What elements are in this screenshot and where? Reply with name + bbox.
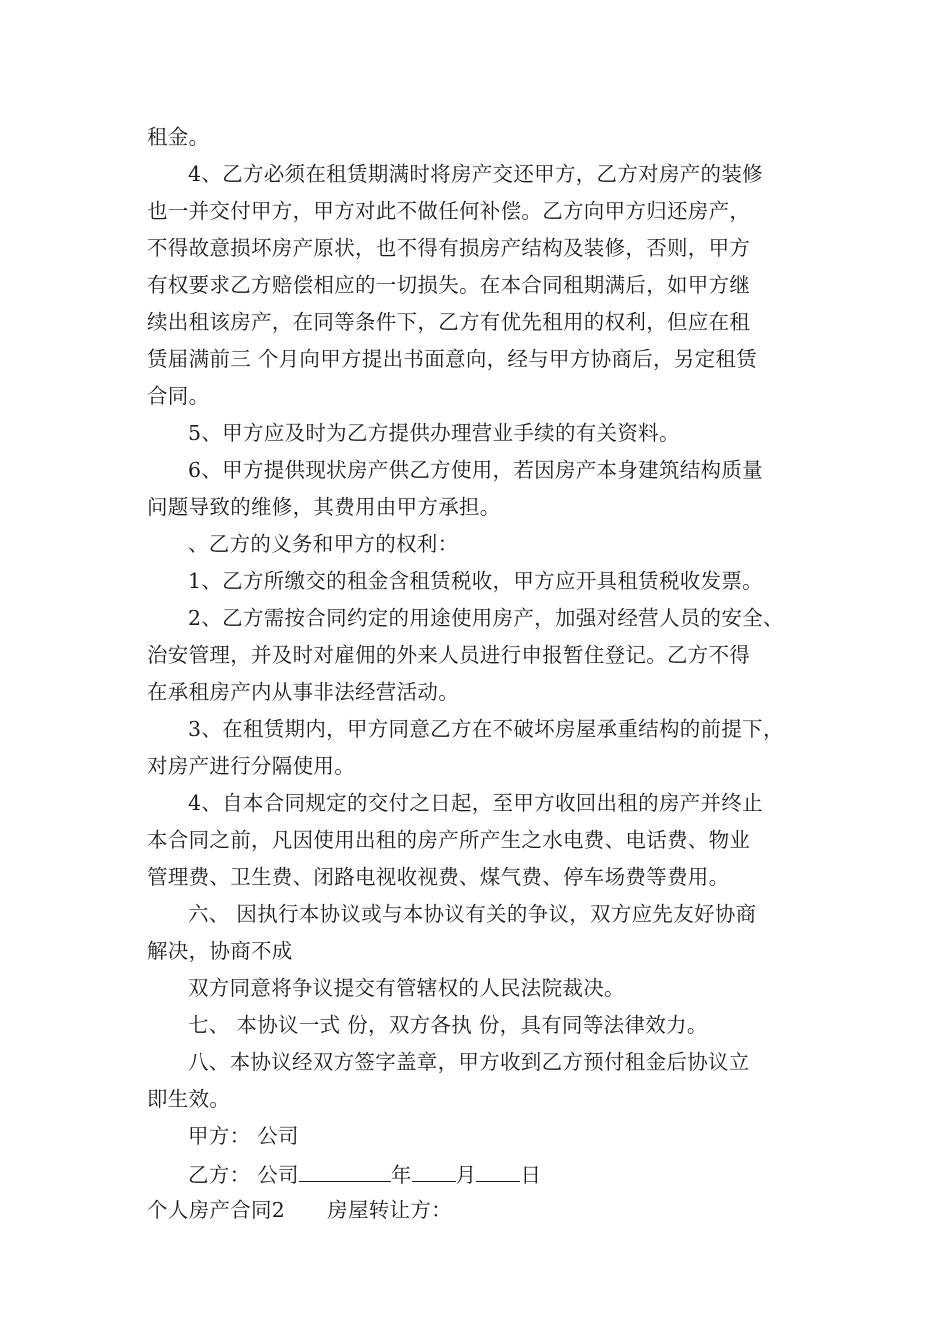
text-line: 租金。: [147, 125, 210, 149]
text-line: 问题导致的维修，其费用由甲方承担。: [147, 495, 501, 519]
party-b-label: 乙方： 公司: [188, 1163, 299, 1187]
text-line: 有权要求乙方赔偿相应的一切损失。在本合同租期满后，如甲方继: [147, 273, 751, 297]
text-line: 4、乙方必须在租赁期满时将房产交还甲方，乙方对房产的装修: [188, 162, 763, 186]
text-line: 赁届满前三 个月向甲方提出书面意向，经与甲方协商后，另定租赁: [147, 347, 758, 371]
text-line: 4、自本合同规定的交付之日起，至甲方收回出租的房产并终止: [188, 791, 763, 815]
contract-title: 个人房产合同2: [147, 1198, 286, 1222]
month-label: 月: [455, 1163, 477, 1187]
party-b-signature-line: [188, 1159, 541, 1189]
text-line: 在承租房产内从事非法经营活动。: [147, 680, 459, 704]
transferor-label: 房屋转让方：: [327, 1198, 452, 1222]
text-line: 也一并交付甲方，甲方对此不做任何补偿。乙方向甲方归还房产，: [147, 199, 751, 223]
text-line: 5、甲方应及时为乙方提供办理营业手续的有关资料。: [188, 421, 680, 445]
text-line: 3、在租赁期内，甲方同意乙方在不破坏房屋承重结构的前提下，: [188, 717, 784, 741]
footer-line: [147, 1196, 452, 1224]
party-a-line: 甲方： 公司: [188, 1124, 299, 1148]
text-line: 八、本协议经双方签字盖章，甲方收到乙方预付租金后协议立: [188, 1050, 750, 1074]
year-blank: [299, 1159, 391, 1182]
text-line: 对房产进行分隔使用。: [147, 754, 355, 778]
section-heading: 、乙方的义务和甲方的权利：: [188, 532, 459, 556]
text-line: 解决，协商不成: [147, 939, 293, 963]
text-line: 治安管理，并及时对雇佣的外来人员进行申报暂住登记。乙方不得: [147, 643, 751, 667]
text-line: 2、乙方需按合同约定的用途使用房产，加强对经营人员的安全、: [188, 606, 784, 630]
month-blank: [412, 1159, 456, 1182]
text-line: 即生效。: [147, 1087, 231, 1111]
text-line: 本合同之前，凡因使用出租的房产所产生之水电费、电话费、物业: [147, 828, 751, 852]
text-line: 不得故意损坏房产原状，也不得有损房产结构及装修，否则，甲方: [147, 236, 751, 260]
text-line: 续出租该房产，在同等条件下，乙方有优先租用的权利，但应在租: [147, 310, 751, 334]
text-line: 六、 因执行本协议或与本协议有关的争议，双方应先友好协商: [188, 902, 757, 926]
day-blank: [476, 1159, 520, 1182]
text-line: 管理费、卫生费、闭路电视收视费、煤气费、停车场费等费用。: [147, 865, 730, 889]
year-label: 年: [390, 1163, 412, 1187]
text-line: 1、乙方所缴交的租金含租赁税收，甲方应开具租赁税收发票。: [188, 569, 763, 593]
text-line: 七、 本协议一式 份，双方各执 份，具有同等法律效力。: [188, 1013, 708, 1037]
text-line: 6、甲方提供现状房产供乙方使用，若因房产本身建筑结构质量: [188, 458, 763, 482]
text-line: 合同。: [147, 384, 210, 408]
text-line: 双方同意将争议提交有管辖权的人民法院裁决。: [188, 976, 625, 1000]
day-label: 日: [520, 1163, 542, 1187]
